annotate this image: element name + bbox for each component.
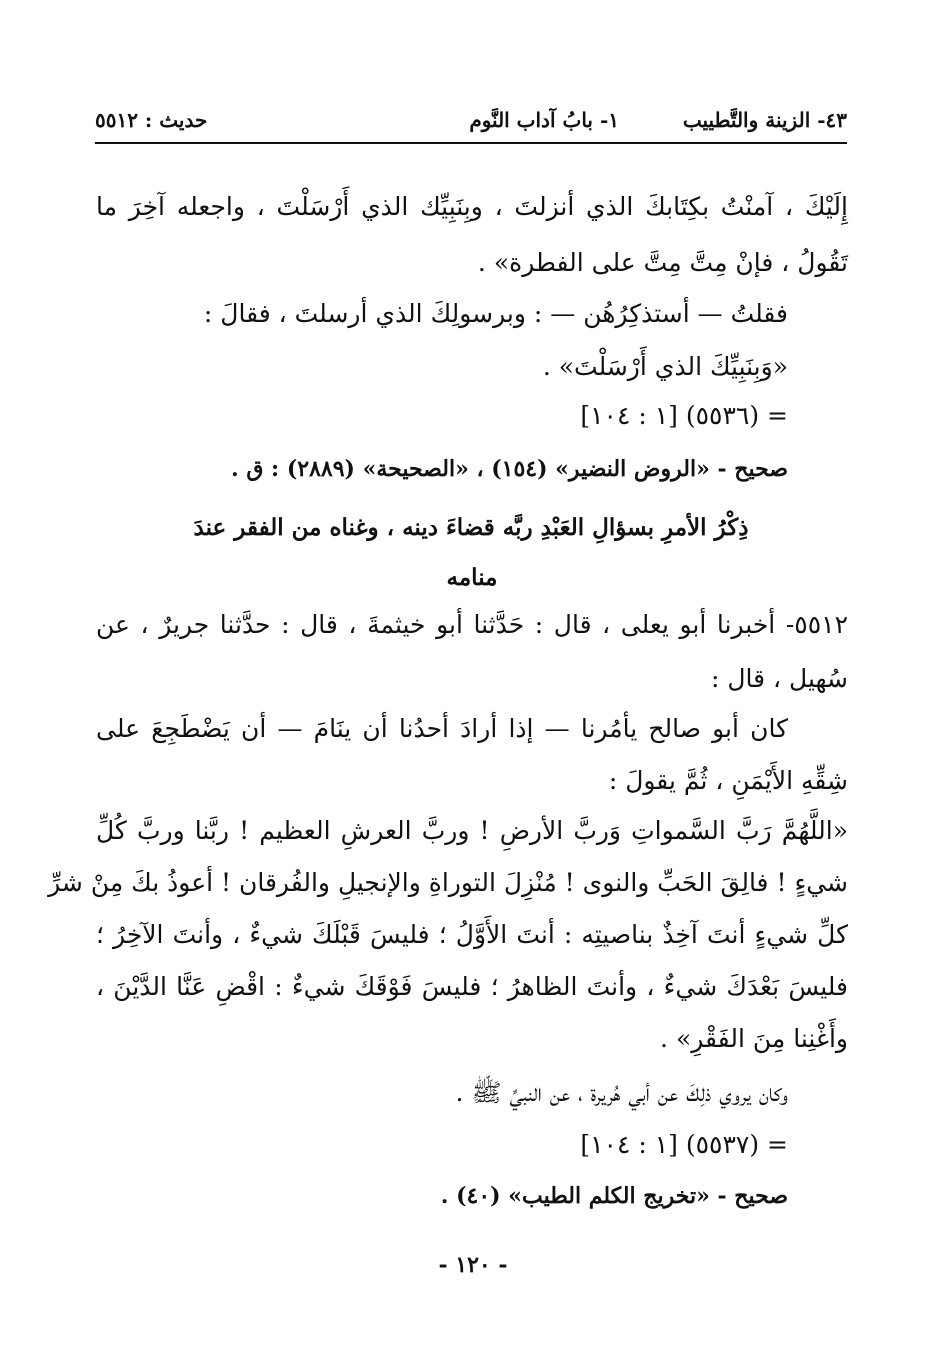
text-line: وكان يروي ذلِكَ عن أبي هُريرة ، عن النبيِّ ﷺ . (455, 1078, 788, 1107)
text-line: «وَبِنَبِيِّكَ الذي أَرْسَلْتَ» . (542, 352, 788, 381)
text-line: شِقِّهِ الأَيْمَنِ ، ثُمَّ يقولَ : (608, 766, 848, 795)
isnad-line: ٥٥١٢- أخبرنا أبو يعلى ، قال : حَدَّثنا أبو خيثمةَ ، قال : حدَّثنا جريرٌ ، عن (96, 610, 848, 639)
dua-line: فليسَ بَعْدَكَ شيءٌ ، وأنتَ الظاهرُ ؛ فليسَ فَوْقَكَ شيءٌ : اقْضِ عَنَّا الدَّيْنَ ، (96, 972, 848, 1001)
grading-line: صحيح - «الروض النضير» (١٥٤) ، «الصحيحة» (٢٨٨٩) : ق . (231, 456, 788, 482)
chapter-heading-cont: منامه (446, 564, 498, 591)
chapter-heading: ذِكْرُ الأمرِ بسؤالِ العَبْدِ ربَّه قضاءَ دينه ، وغناه من الفقر عندَ (193, 514, 749, 541)
page-number: - ١٢٠ - (438, 1252, 508, 1278)
section-title: ١- بابُ آداب النَّوم (469, 108, 619, 132)
grading-line: صحيح - «تخريج الكلم الطيب» (٤٠) . (440, 1183, 788, 1209)
hadith-number: حديث : ٥٥١٢ (95, 108, 208, 132)
running-header (95, 108, 847, 144)
chapter-title: ٤٣- الزينة والتَّطييب (682, 108, 847, 132)
dua-line: وأَغْنِنا مِنَ الفَقْرِ» . (660, 1024, 848, 1053)
reference-line: = (٥٥٣٧) [١ : ١٠٤] (580, 1130, 788, 1159)
dua-line: «اللَّهُمَّ رَبَّ السَّمواتِ وَربَّ الأرضِ ! وربَّ العرشِ العظيم ! ربَّنا وربَّ كُلِّ (96, 816, 848, 845)
text-line: كان أبو صالح يأمُرنا — إذا أرادَ أحدُنا أن ينَامَ — أن يَضْطَجِعَ على (96, 714, 788, 743)
text-line: فقلتُ — أستذكِرُهُن — : وبرسولِكَ الذي أرسلتَ ، فقالَ : (203, 299, 788, 328)
isnad-line: سُهيل ، قال : (710, 664, 848, 693)
dua-line: كلِّ شيءٍ أنتَ آخِذٌ بناصيتِه : أنتَ الأَوَّلُ ؛ فليسَ قَبْلَكَ شيءٌ ، وأنتَ الآخِرُ ؛ (96, 920, 848, 949)
reference-line: = (٥٥٣٦) [١ : ١٠٤] (580, 401, 788, 430)
dua-line: شيءٍ ! فالِقَ الحَبِّ والنوى ! مُنْزِلَ التوراةِ والإنجيلِ والفُرقان ! أعوذُ بكَ مِنْ شرِّ (48, 868, 848, 897)
text-line: إِلَيْكَ ، آمنْتُ بكِتَابكَ الذي أنزلتَ ، وبِنَبِيِّك الذي أَرْسَلْتَ ، واجعله آخِرَ ما (96, 192, 848, 221)
text-line: تَقُولُ ، فإنْ مِتَّ مِتَّ على الفطرة» . (477, 248, 848, 277)
